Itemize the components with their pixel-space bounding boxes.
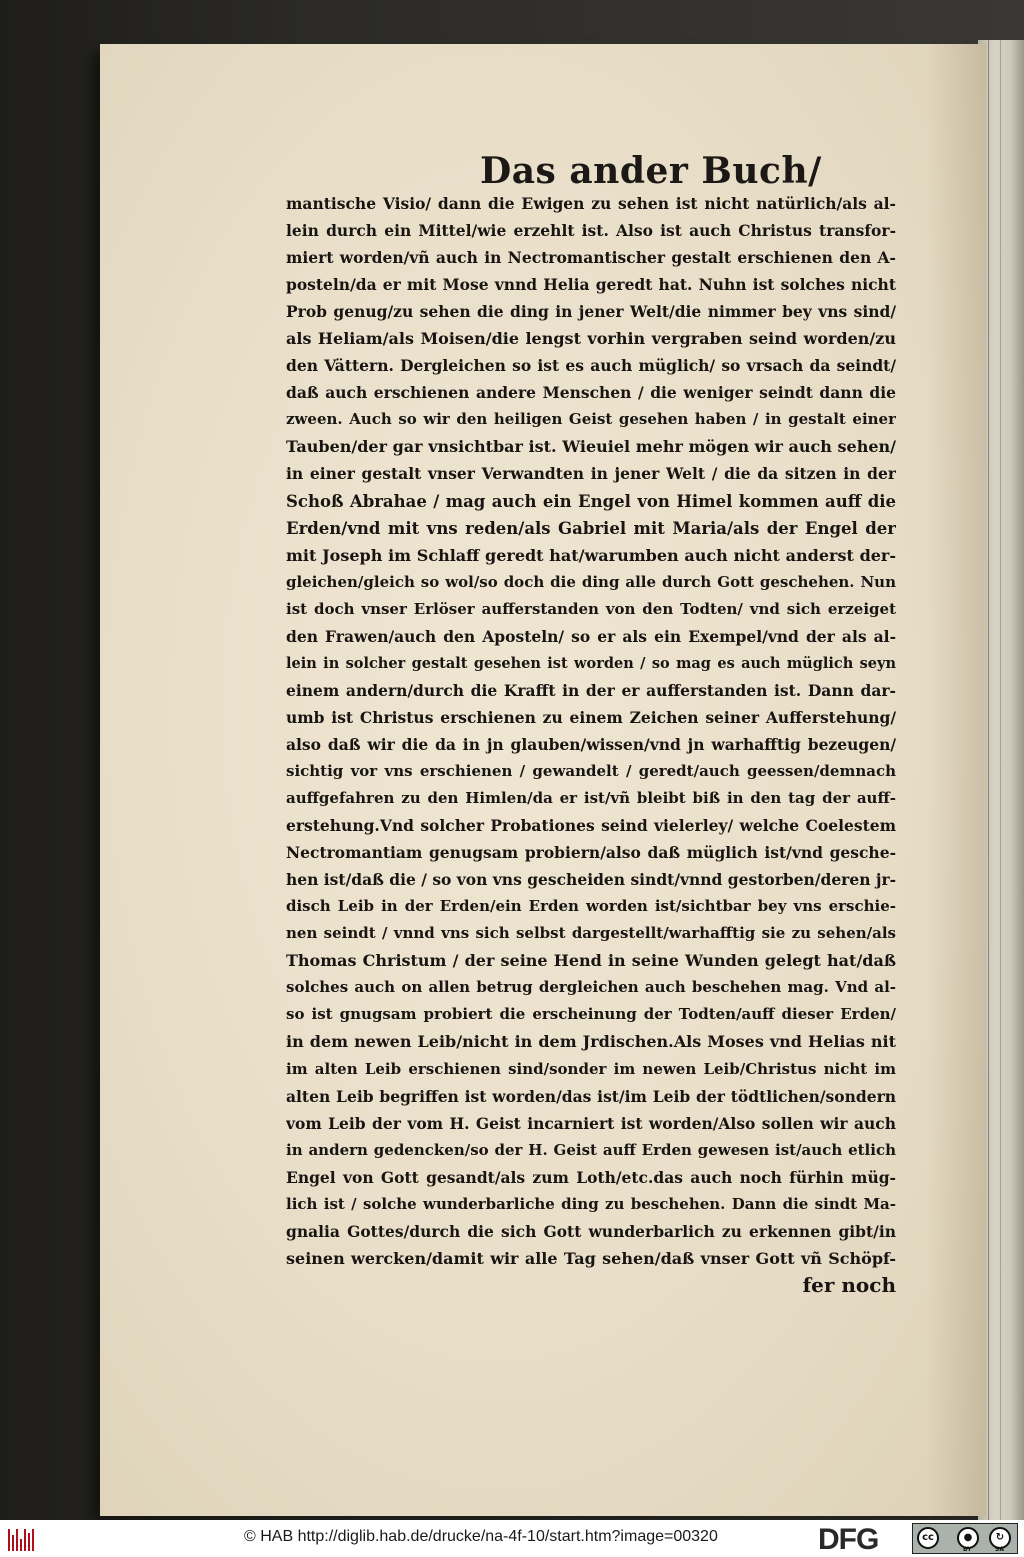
text-line: auffgefahren zu den Himlen/da er ist/vñ bleibt biß in den tag der auff- (286, 789, 896, 808)
text-line: Schoß Abrahae / mag auch ein Engel von Himel kommen auff die (286, 491, 896, 511)
text-line: Thomas Christum / der seine Hend in seine Wunden gelegt hat/daß (286, 951, 896, 971)
dfg-logo[interactable]: DFG (818, 1523, 879, 1556)
text-line: daß auch erschienen andere Menschen / die weniger seindt dann die (286, 383, 896, 403)
text-line: solches auch on allen betrug dergleichen auch beschehen mag. Vnd al- (286, 978, 896, 997)
text-line: so ist gnugsam probiert die erscheinung der Todten/auff dieser Erden/ (286, 1005, 896, 1024)
text-line: in andern gedencken/so der H. Geist auff Erden gewesen ist/auch etlich (286, 1140, 896, 1159)
text-line: miert worden/vñ auch in Nectromantischer gestalt erschienen den A- (286, 248, 896, 268)
text-line: seinen wercken/damit wir alle Tag sehen/daß vnser Gott vñ Schöpf- (286, 1248, 896, 1268)
text-line: als Heliam/als Moisen/die lengst vorhin vergraben seind worden/zu (286, 329, 896, 349)
text-line: Erden/vnd mit vns reden/als Gabriel mit Maria/als der Engel der (286, 518, 896, 538)
text-line: Nectromantiam genugsam probiern/also daß müglich ist/vnd gesche- (286, 843, 896, 863)
running-head: Das ander Buch/ (480, 150, 822, 192)
text-line: gleichen/gleich so wol/so doch die ding alle durch Gott geschehen. Nun (286, 572, 896, 591)
text-line: zween. Auch so wir den heiligen Geist gesehen haben / in gestalt einer (286, 410, 896, 429)
text-line: einem andern/durch die Krafft in der er aufferstanden ist. Dann dar- (286, 680, 896, 700)
text-line: vom Leib der vom H. Geist incarniert ist worden/Also sollen wir auch (286, 1113, 896, 1133)
catchword: fer noch (802, 1272, 896, 1297)
text-line: umb ist Christus erschienen zu einem Zeichen seiner Aufferstehung/ (286, 707, 896, 727)
cc-icon: cc (917, 1527, 939, 1549)
by-label-icon: BY (963, 1546, 972, 1553)
share-alike-icon: ↻ (989, 1527, 1011, 1549)
hab-logo-icon[interactable] (8, 1527, 38, 1551)
text-line: disch Leib in der Erden/ein Erden worden ist/sichtbar bey vns erschie- (286, 897, 896, 916)
text-line: in einer gestalt vnser Verwandten in jener Welt / die da sitzen in der (286, 464, 896, 484)
text-line: mantische Visio/ dann die Ewigen zu sehen ist nicht natürlich/als al- (286, 194, 896, 213)
text-line: lein durch ein Mittel/wie erzehlt ist. Also ist auch Christus transfor- (286, 221, 896, 241)
text-line: den Vättern. Dergleichen so ist es auch müglich/ so vrsach da seindt/ (286, 356, 896, 376)
attribution-icon: ● (957, 1527, 979, 1549)
text-line: mit Joseph im Schlaff geredt hat/warumben auch nicht anderst der- (286, 545, 896, 565)
text-line: in dem newen Leib/nicht in dem Jrdischen.Als Moses vnd Helias nit (286, 1032, 896, 1052)
text-line: nen seindt / vnnd vns sich selbst dargestellt/warhafftig sie zu sehen/als (286, 924, 896, 943)
text-line: alten Leib begriffen ist worden/das ist/im Leib der tödtlichen/sondern (286, 1086, 896, 1106)
text-line: erstehung.Vnd solcher Probationes seind vielerley/ welche Coelestem (286, 816, 896, 836)
text-line: den Frawen/auch den Aposteln/ so er als ein Exempel/vnd der als al- (286, 626, 896, 646)
text-line: Tauben/der gar vnsichtbar ist. Wieuiel mehr mögen wir auch sehen/ (286, 437, 896, 457)
text-line: also daß wir die da in jn glauben/wissen/vnd jn warhafftig bezeugen/ (286, 734, 896, 754)
text-line: hen ist/daß die / so von vns gescheiden sindt/vnnd gestorben/deren jr- (286, 870, 896, 890)
text-line: lich ist / solche wunderbarliche ding zu beschehen. Dann die sindt Ma- (286, 1194, 896, 1213)
text-line: ist doch vnser Erlöser aufferstanden von den Todten/ vnd sich erzeiget (286, 599, 896, 618)
cc-license-badge[interactable] (912, 1523, 1018, 1554)
text-line: Prob genug/zu sehen die ding in jener Welt/die nimmer bey vns sind/ (286, 302, 896, 322)
text-line: lein in solcher gestalt gesehen ist worden / so mag es auch müglich seyn (286, 654, 896, 672)
text-line: Engel von Gott gesandt/als zum Loth/etc.das auch noch fürhin müg- (286, 1167, 896, 1187)
text-line: posteln/da er mit Mose vnnd Helia geredt hat. Nuhn ist solches nicht (286, 275, 896, 295)
copyright-link[interactable]: © HAB http://diglib.hab.de/drucke/na-4f-10/start.htm?image=00320 (244, 1528, 718, 1545)
sa-label-icon: SA (995, 1546, 1004, 1553)
footer-bar (0, 1520, 1024, 1557)
body-text (286, 190, 896, 1299)
text-line: gnalia Gottes/durch die sich Gott wunderbarlich zu erkennen gibt/in (286, 1221, 896, 1241)
text-line: sichtig vor vns erschienen / gewandelt / geredt/auch geessen/demnach (286, 761, 896, 780)
text-line: im alten Leib erschienen sind/sonder im newen Leib/Christus nicht im (286, 1059, 896, 1078)
